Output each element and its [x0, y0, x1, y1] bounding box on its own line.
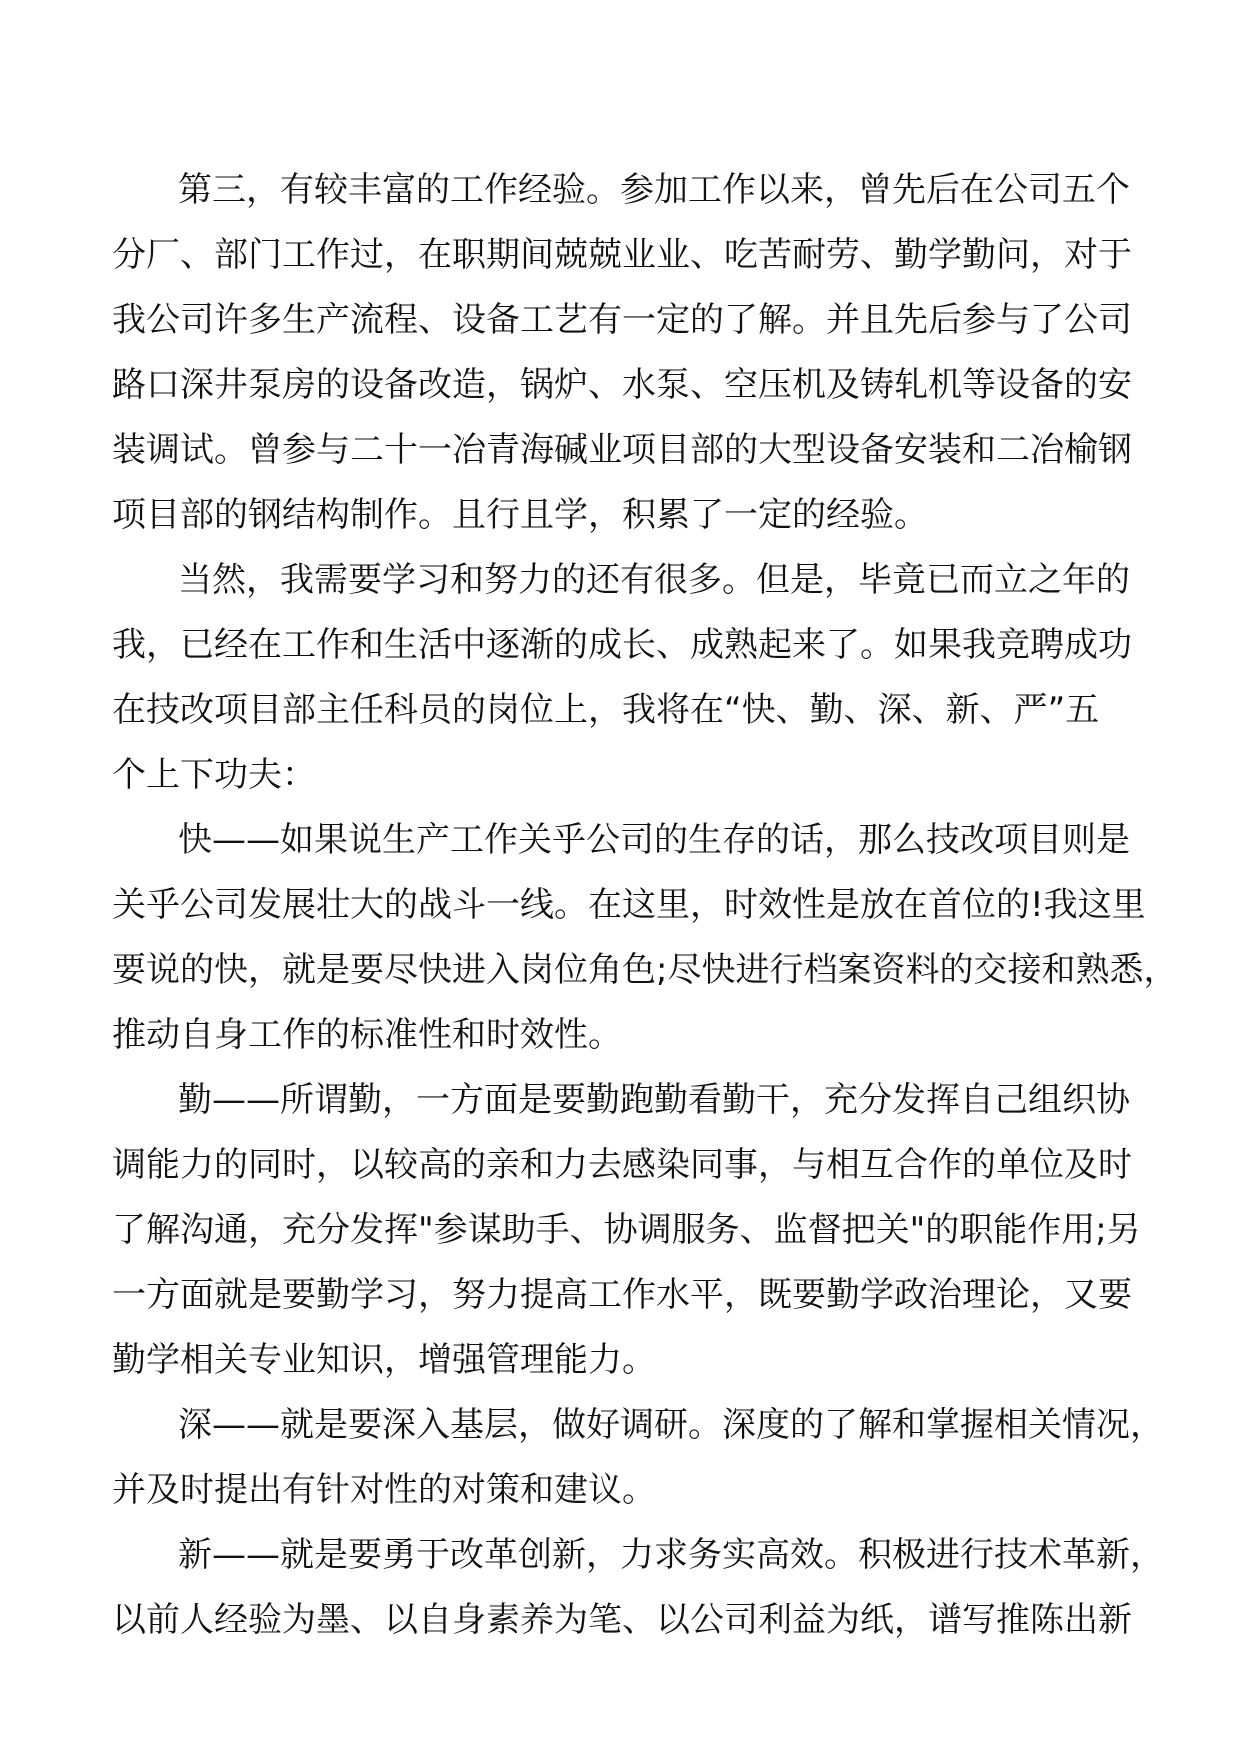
text-line: 一方面就是要勤学习，努力提高工作水平，既要勤学政治理论，又要 [112, 1275, 1132, 1315]
text-line: 关乎公司发展壮大的战斗一线。在这里，时效性是放在首位的!我这里 [112, 885, 1146, 925]
text-line: 调能力的同时，以较高的亲和力去感染同事，与相互合作的单位及时 [112, 1145, 1132, 1185]
text-line: 在技改项目部主任科员的岗位上，我将在“快、勤、深、新、严”五 [112, 690, 1100, 730]
text-line: 分厂、部门工作过，在职期间兢兢业业、吃苦耐劳、勤学勤问，对于 [112, 235, 1132, 275]
text-line: 个上下功夫： [112, 755, 316, 795]
text-line: 新——就是要勇于改革创新，力求务实高效。积极进行技术革新， [178, 1535, 1164, 1575]
text-line: 以前人经验为墨、以自身素养为笔、以公司利益为纸，谱写推陈出新 [112, 1600, 1132, 1640]
text-line: 推动自身工作的标准性和时效性。 [112, 1015, 622, 1055]
text-line: 了解沟通，充分发挥"参谋助手、协调服务、监督把关"的职能作用;另 [112, 1210, 1141, 1250]
text-line: 勤学相关专业知识，增强管理能力。 [112, 1340, 656, 1380]
text-line: 我，已经在工作和生活中逐渐的成长、成熟起来了。如果我竞聘成功 [112, 625, 1132, 665]
text-line: 路口深井泵房的设备改造，锅炉、水泵、空压机及铸轧机等设备的安 [112, 365, 1132, 405]
text-line: 勤——所谓勤，一方面是要勤跑勤看勤干，充分发挥自己组织协 [178, 1080, 1130, 1120]
text-line: 装调试。曾参与二十一冶青海碱业项目部的大型设备安装和二冶榆钢 [112, 430, 1132, 470]
text-line: 深——就是要深入基层，做好调研。深度的了解和掌握相关情况， [178, 1405, 1164, 1445]
text-line: 当然，我需要学习和努力的还有很多。但是，毕竟已而立之年的 [178, 560, 1130, 600]
text-line: 要说的快，就是要尽快进入岗位角色;尽快进行档案资料的交接和熟悉， [112, 950, 1178, 990]
text-line: 第三，有较丰富的工作经验。参加工作以来，曾先后在公司五个 [178, 170, 1130, 210]
text-line: 并及时提出有针对性的对策和建议。 [112, 1470, 656, 1510]
text-line: 项目部的钢结构制作。且行且学，积累了一定的经验。 [112, 495, 928, 535]
text-line: 我公司许多生产流程、设备工艺有一定的了解。并且先后参与了公司 [112, 300, 1132, 340]
text-line: 快——如果说生产工作关乎公司的生存的话，那么技改项目则是 [178, 820, 1130, 860]
